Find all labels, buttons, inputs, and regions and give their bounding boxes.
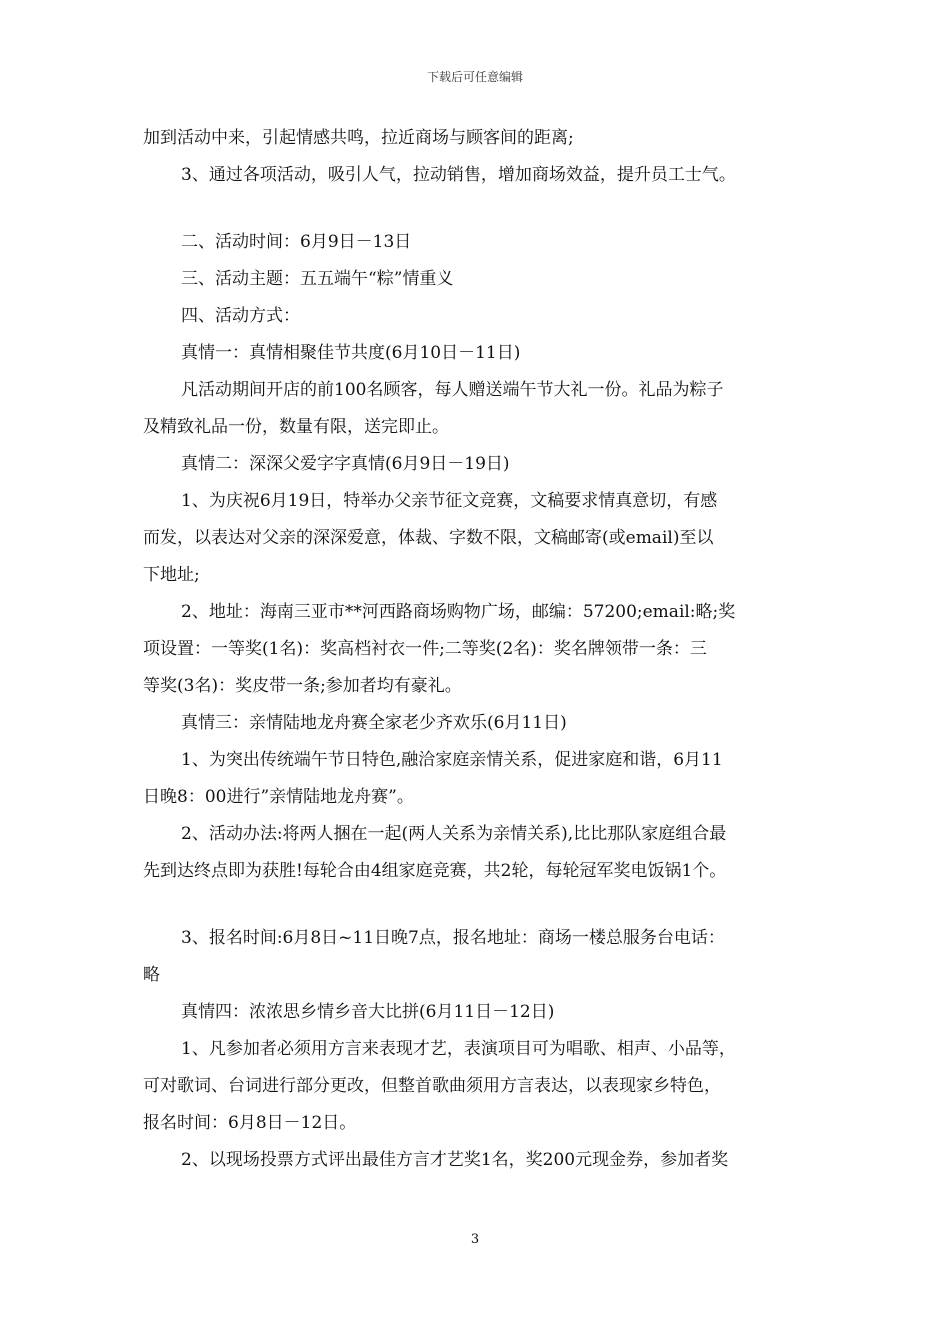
paragraph-gap: [143, 194, 833, 224]
text-line: 2、以现场投票方式评出最佳方言才艺奖1名，奖200元现金券，参加者奖: [181, 1150, 729, 1170]
section-heading: 真情二：深深父爱字字真情(6月9日－19日): [181, 454, 510, 474]
text-line: 而发，以表达对父亲的深深爱意，体裁、字数不限，文稿邮寄(或email)至以: [143, 528, 714, 548]
text-line: 二、活动时间：6月9日－13日: [181, 232, 412, 252]
text-line: 项设置：一等奖(1名)：奖高档衬衣一件;二等奖(2名)：奖名牌领带一条：三: [143, 639, 707, 659]
text-line: 1、为突出传统端午节日特色,融洽家庭亲情关系，促进家庭和谐，6月11: [181, 750, 723, 770]
text-line: 略: [143, 965, 160, 985]
text-line: 日晚8：00进行”亲情陆地龙舟赛”。: [143, 787, 414, 807]
section-heading: 真情一：真情相聚佳节共度(6月10日－11日): [181, 343, 521, 363]
text-line: 三、活动主题：五五端午“粽”情重义: [181, 269, 454, 289]
text-line: 先到达终点即为获胜!每轮合由4组家庭竞赛，共2轮，每轮冠军奖电饭锅1个。: [143, 861, 727, 881]
text-line: 加到活动中来，引起情感共鸣，拉近商场与顾客间的距离;: [143, 128, 574, 148]
text-line: 可对歌词、台词进行部分更改，但整首歌曲须用方言表达，以表现家乡特色，: [143, 1076, 721, 1096]
text-line: 等奖(3名)：奖皮带一条;参加者均有豪礼。: [143, 676, 462, 696]
text-line: 3、通过各项活动，吸引人气，拉动销售，增加商场效益，提升员工士气。: [181, 165, 736, 185]
text-line: 3、报名时间:6月8日~11日晚7点，报名地址：商场一楼总服务台电话：: [181, 928, 725, 948]
text-line: 四、活动方式：: [181, 306, 300, 326]
text-line: 凡活动期间开店的前100名顾客，每人赠送端午节大礼一份。礼品为粽子: [181, 380, 724, 400]
paragraph-gap: [143, 890, 833, 920]
section-heading: 真情三：亲情陆地龙舟赛全家老少齐欢乐(6月11日): [181, 713, 567, 733]
text-line: 下地址;: [143, 565, 200, 585]
page-header: 下载后可任意编辑: [426, 70, 523, 84]
text-line: 报名时间：6月8日－12日。: [143, 1113, 357, 1133]
text-line: 1、凡参加者必须用方言来表现才艺，表演项目可为唱歌、相声、小品等，: [181, 1039, 736, 1059]
page-number: 3: [470, 1232, 480, 1247]
text-line: 1、为庆祝6月19日，特举办父亲节征文竞赛，文稿要求情真意切，有感: [181, 491, 718, 511]
text-line: 2、地址：海南三亚市**河西路商场购物广场，邮编：57200;email:略;奖: [181, 602, 736, 622]
text-line: 2、活动办法:将两人捆在一起(两人关系为亲情关系),比比那队家庭组合最: [181, 824, 727, 844]
document-body: [143, 120, 833, 1179]
text-line: 及精致礼品一份，数量有限，送完即止。: [143, 417, 449, 437]
section-heading: 真情四：浓浓思乡情乡音大比拼(6月11日－12日): [181, 1002, 555, 1022]
